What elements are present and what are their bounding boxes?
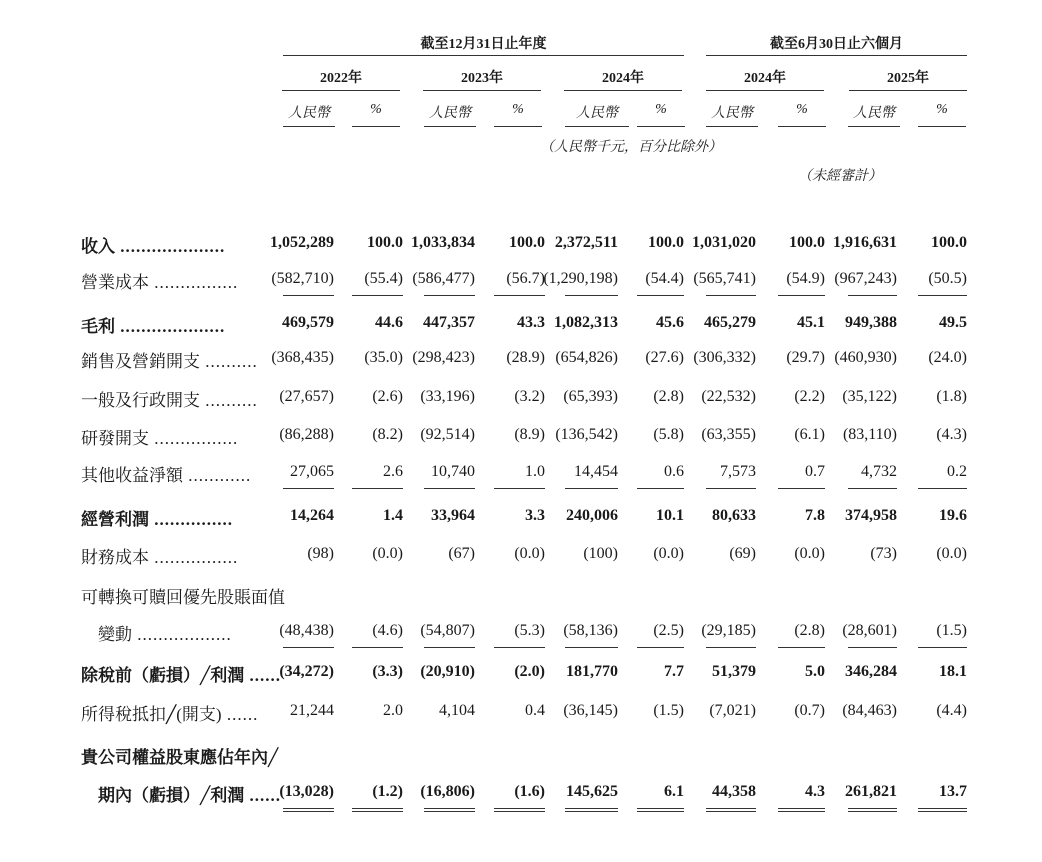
cell-value: 0.2 (947, 463, 967, 480)
row-label-dots: .................... (115, 317, 226, 336)
row-label-dots: .......... (200, 391, 258, 410)
cell-value: 4,732 (861, 463, 897, 480)
cell-underline (778, 488, 825, 489)
row-label-text: 可轉換可贖回優先股賬面值 (81, 588, 285, 607)
cell-value: (136,542) (555, 426, 618, 443)
cell-value: (654,826) (555, 349, 618, 366)
cell-value: 14,454 (574, 463, 618, 480)
cell-value: 49.5 (939, 314, 967, 331)
unit-rmb: 人民幣 (429, 106, 471, 121)
cell-value: 6.1 (664, 783, 684, 800)
unit-note: （人民幣千元，百分比除外） (540, 140, 722, 155)
cell-value: (54.9) (786, 270, 825, 287)
row-label-text: 所得稅抵扣╱(開支) (81, 705, 222, 724)
cell-value: (0.0) (514, 545, 545, 562)
cell-value: (1.5) (936, 622, 967, 639)
row-label (81, 424, 238, 449)
cell-value: 80,633 (712, 507, 756, 524)
cell-value: (83,110) (842, 426, 897, 443)
unit-rule (706, 126, 758, 127)
cell-value: (55.4) (364, 270, 403, 287)
unaudited-note: （未經審計） (798, 169, 882, 184)
year-rule (423, 90, 541, 91)
row-label-text: 貴公司權益股東應佔年內╱ (81, 748, 279, 767)
cell-value: (33,196) (420, 388, 475, 405)
cell-underline (706, 488, 756, 489)
cell-value: (73) (870, 545, 897, 562)
cell-value: (3.2) (514, 388, 545, 405)
cell-underline (494, 295, 545, 296)
row-label-dots: ............ (183, 466, 252, 485)
row-label-dots: ...... (221, 705, 259, 724)
unit-rule (352, 126, 400, 127)
cell-value: (86,288) (279, 426, 334, 443)
cell-value: (0.0) (794, 545, 825, 562)
cell-value: (5.8) (653, 426, 684, 443)
cell-value: 44.6 (375, 314, 403, 331)
year-rule (282, 90, 400, 91)
row-label-text: 收入 (81, 237, 115, 256)
cell-value: (54,807) (420, 622, 475, 639)
cell-value: (98) (307, 545, 334, 562)
cell-value: (6.1) (794, 426, 825, 443)
cell-value: (2.8) (653, 388, 684, 405)
cell-value: (69) (729, 545, 756, 562)
year-label: 2024年 (744, 71, 786, 86)
unit-rule (494, 126, 542, 127)
year-label: 2025年 (887, 71, 929, 86)
cell-value: (16,806) (420, 783, 475, 800)
cell-value: 44,358 (712, 783, 756, 800)
cell-underline (918, 647, 967, 648)
row-label-text: 其他收益淨額 (81, 466, 183, 485)
cell-underline (848, 488, 897, 489)
cell-value: 45.1 (797, 314, 825, 331)
cell-value: (65,393) (563, 388, 618, 405)
header-group-year: 截至12月31日止年度 (420, 37, 547, 52)
cell-value: (5.3) (514, 622, 545, 639)
cell-value: (298,423) (412, 349, 475, 366)
cell-value: (7,021) (709, 702, 756, 719)
cell-value: (24.0) (928, 349, 967, 366)
row-label-dots: ................ (149, 429, 239, 448)
row-label-text: 除稅前（虧損）╱利潤 (81, 666, 245, 685)
cell-value: 45.6 (656, 314, 684, 331)
row-label-text: 財務成本 (81, 548, 149, 567)
cell-value: 7,573 (720, 463, 756, 480)
cell-double-underline (706, 808, 756, 812)
row-label-text: 研發開支 (81, 429, 149, 448)
cell-underline (352, 647, 403, 648)
cell-value: 1,052,289 (270, 234, 334, 251)
cell-value: 1.4 (383, 507, 403, 524)
row-label (81, 620, 232, 645)
cell-underline (778, 647, 825, 648)
cell-value: (1,290,198) (543, 270, 618, 287)
header-group-half: 截至6月30日止六個月 (770, 37, 903, 52)
unit-rule (637, 126, 685, 127)
cell-value: (13,028) (279, 783, 334, 800)
cell-value: (29.7) (786, 349, 825, 366)
unit-rule (848, 126, 900, 127)
row-label-dots: .................... (115, 237, 226, 256)
cell-value: 10,740 (431, 463, 475, 480)
cell-value: 18.1 (939, 663, 967, 680)
cell-value: 7.7 (664, 663, 684, 680)
cell-value: (2.5) (653, 622, 684, 639)
unit-pct: % (936, 102, 948, 117)
cell-value: 1,033,834 (411, 234, 475, 251)
cell-value: 346,284 (845, 663, 897, 680)
cell-underline (706, 295, 756, 296)
cell-double-underline (565, 808, 618, 812)
cell-value: (0.0) (653, 545, 684, 562)
cell-value: (35.0) (364, 349, 403, 366)
cell-value: (22,532) (701, 388, 756, 405)
cell-underline (424, 488, 475, 489)
cell-value: (0.7) (794, 702, 825, 719)
cell-value: 5.0 (805, 663, 825, 680)
cell-value: (2.8) (794, 622, 825, 639)
cell-value: (3.3) (372, 663, 403, 680)
cell-value: (1.6) (514, 783, 545, 800)
cell-value: (1.8) (936, 388, 967, 405)
unit-rule (424, 126, 476, 127)
unit-rule (778, 126, 826, 127)
cell-value: (84,463) (842, 702, 897, 719)
row-label-text: 營業成本 (81, 273, 149, 292)
cell-value: (56.7) (506, 270, 545, 287)
cell-underline (565, 647, 618, 648)
cell-value: 240,006 (566, 507, 618, 524)
cell-value: (48,438) (279, 622, 334, 639)
cell-underline (283, 488, 334, 489)
unit-pct: % (796, 102, 808, 117)
cell-value: (36,145) (563, 702, 618, 719)
cell-value: 1,916,631 (833, 234, 897, 251)
cell-value: (8.9) (514, 426, 545, 443)
cell-value: (20,910) (420, 663, 475, 680)
cell-value: 0.7 (805, 463, 825, 480)
cell-value: 145,625 (566, 783, 618, 800)
row-label (81, 543, 238, 568)
row-label-text: 期內（虧損）╱利潤 (81, 786, 245, 805)
cell-underline (565, 295, 618, 296)
cell-value: (27,657) (279, 388, 334, 405)
cell-value: (1.2) (372, 783, 403, 800)
cell-value: 100.0 (648, 234, 684, 251)
unit-rule (565, 126, 629, 127)
cell-value: (8.2) (372, 426, 403, 443)
year-label: 2023年 (461, 71, 503, 86)
cell-value: 100.0 (367, 234, 403, 251)
cell-value: 465,279 (704, 314, 756, 331)
cell-underline (352, 488, 403, 489)
row-label-text: 毛利 (81, 317, 115, 336)
cell-underline (706, 647, 756, 648)
cell-value: 51,379 (712, 663, 756, 680)
row-label-text: 銷售及營銷開支 (81, 352, 200, 371)
cell-value: (28,601) (842, 622, 897, 639)
cell-double-underline (918, 808, 967, 812)
cell-underline (918, 295, 967, 296)
cell-value: 19.6 (939, 507, 967, 524)
cell-value: 43.3 (517, 314, 545, 331)
cell-underline (918, 488, 967, 489)
cell-value: (565,741) (693, 270, 756, 287)
cell-value: (67) (448, 545, 475, 562)
cell-value: (582,710) (271, 270, 334, 287)
cell-value: (0.0) (936, 545, 967, 562)
year-label: 2022年 (320, 71, 362, 86)
row-label-dots: ............... (149, 510, 233, 529)
cell-underline (637, 295, 684, 296)
cell-value: 14,264 (290, 507, 334, 524)
cell-underline (494, 488, 545, 489)
unit-pct: % (512, 102, 524, 117)
cell-value: (368,435) (271, 349, 334, 366)
cell-value: 100.0 (789, 234, 825, 251)
cell-value: 1.0 (525, 463, 545, 480)
cell-value: (306,332) (693, 349, 756, 366)
cell-value: 3.3 (525, 507, 545, 524)
cell-underline (424, 647, 475, 648)
cell-value: (2.2) (794, 388, 825, 405)
year-rule (706, 90, 824, 91)
cell-value: 10.1 (656, 507, 684, 524)
row-label (81, 268, 238, 293)
cell-double-underline (848, 808, 897, 812)
unit-rule (918, 126, 966, 127)
unit-rmb: 人民幣 (853, 106, 895, 121)
unit-pct: % (655, 102, 667, 117)
row-label-dots: .......... (200, 352, 258, 371)
row-label (81, 505, 233, 530)
row-label (81, 312, 225, 337)
cell-value: (34,272) (279, 663, 334, 680)
cell-value: 2.0 (383, 702, 403, 719)
cell-value: (27.6) (645, 349, 684, 366)
year-label: 2024年 (602, 71, 644, 86)
row-label (81, 583, 285, 608)
cell-value: 4.3 (805, 783, 825, 800)
year-rule (564, 90, 682, 91)
cell-value: 13.7 (939, 783, 967, 800)
unit-rmb: 人民幣 (711, 106, 753, 121)
cell-value: 0.4 (525, 702, 545, 719)
unit-rmb: 人民幣 (576, 106, 618, 121)
cell-value: (54.4) (645, 270, 684, 287)
unit-rule (283, 126, 335, 127)
cell-value: 27,065 (290, 463, 334, 480)
row-label-dots: ...... (244, 666, 281, 685)
row-label-dots: ................ (149, 548, 239, 567)
cell-value: (35,122) (842, 388, 897, 405)
cell-value: 7.8 (805, 507, 825, 524)
cell-underline (637, 488, 684, 489)
header-group-year-rule (283, 55, 684, 56)
cell-value: (4.6) (372, 622, 403, 639)
cell-value: (58,136) (563, 622, 618, 639)
cell-value: 1,031,020 (692, 234, 756, 251)
cell-value: (2.0) (514, 663, 545, 680)
row-label-text: 一般及行政開支 (81, 391, 200, 410)
cell-underline (778, 295, 825, 296)
row-label-text: 變動 (81, 625, 132, 644)
row-label (81, 232, 225, 257)
cell-underline (283, 295, 334, 296)
cell-value: 374,958 (845, 507, 897, 524)
cell-value: 4,104 (439, 702, 475, 719)
cell-value: 100.0 (509, 234, 545, 251)
cell-value: (1.5) (653, 702, 684, 719)
cell-double-underline (494, 808, 545, 812)
cell-value: 33,964 (431, 507, 475, 524)
cell-double-underline (424, 808, 475, 812)
cell-value: 447,357 (423, 314, 475, 331)
cell-value: 2,372,511 (554, 234, 618, 251)
cell-underline (848, 647, 897, 648)
cell-underline (565, 488, 618, 489)
cell-value: 21,244 (290, 702, 334, 719)
cell-value: 261,821 (845, 783, 897, 800)
cell-underline (352, 295, 403, 296)
row-label-text: 經營利潤 (81, 510, 149, 529)
year-rule (849, 90, 967, 91)
cell-double-underline (637, 808, 684, 812)
cell-value: 1,082,313 (554, 314, 618, 331)
cell-double-underline (283, 808, 334, 812)
cell-value: (28.9) (506, 349, 545, 366)
cell-value: (460,930) (834, 349, 897, 366)
row-label-dots: ...... (244, 786, 281, 805)
cell-value: (92,514) (420, 426, 475, 443)
unit-rmb: 人民幣 (288, 106, 330, 121)
cell-value: (50.5) (928, 270, 967, 287)
cell-value: (967,243) (834, 270, 897, 287)
unit-pct: % (370, 102, 382, 117)
cell-underline (424, 295, 475, 296)
cell-value: (63,355) (701, 426, 756, 443)
cell-value: 181,770 (566, 663, 618, 680)
cell-underline (283, 647, 334, 648)
header-group-half-rule (706, 55, 967, 56)
cell-value: (586,477) (412, 270, 475, 287)
cell-value: 2.6 (383, 463, 403, 480)
cell-value: (2.6) (372, 388, 403, 405)
cell-underline (637, 647, 684, 648)
cell-double-underline (778, 808, 825, 812)
cell-value: 949,388 (845, 314, 897, 331)
cell-value: (29,185) (701, 622, 756, 639)
cell-underline (494, 647, 545, 648)
cell-underline (848, 295, 897, 296)
cell-value: (100) (583, 545, 618, 562)
cell-value: (0.0) (372, 545, 403, 562)
cell-value: 0.6 (664, 463, 684, 480)
cell-value: 469,579 (282, 314, 334, 331)
row-label-dots: .................. (132, 625, 232, 644)
cell-value: 100.0 (931, 234, 967, 251)
cell-double-underline (352, 808, 403, 812)
cell-value: (4.3) (936, 426, 967, 443)
cell-value: (4.4) (936, 702, 967, 719)
row-label-dots: ................ (149, 273, 239, 292)
row-label (81, 743, 278, 768)
